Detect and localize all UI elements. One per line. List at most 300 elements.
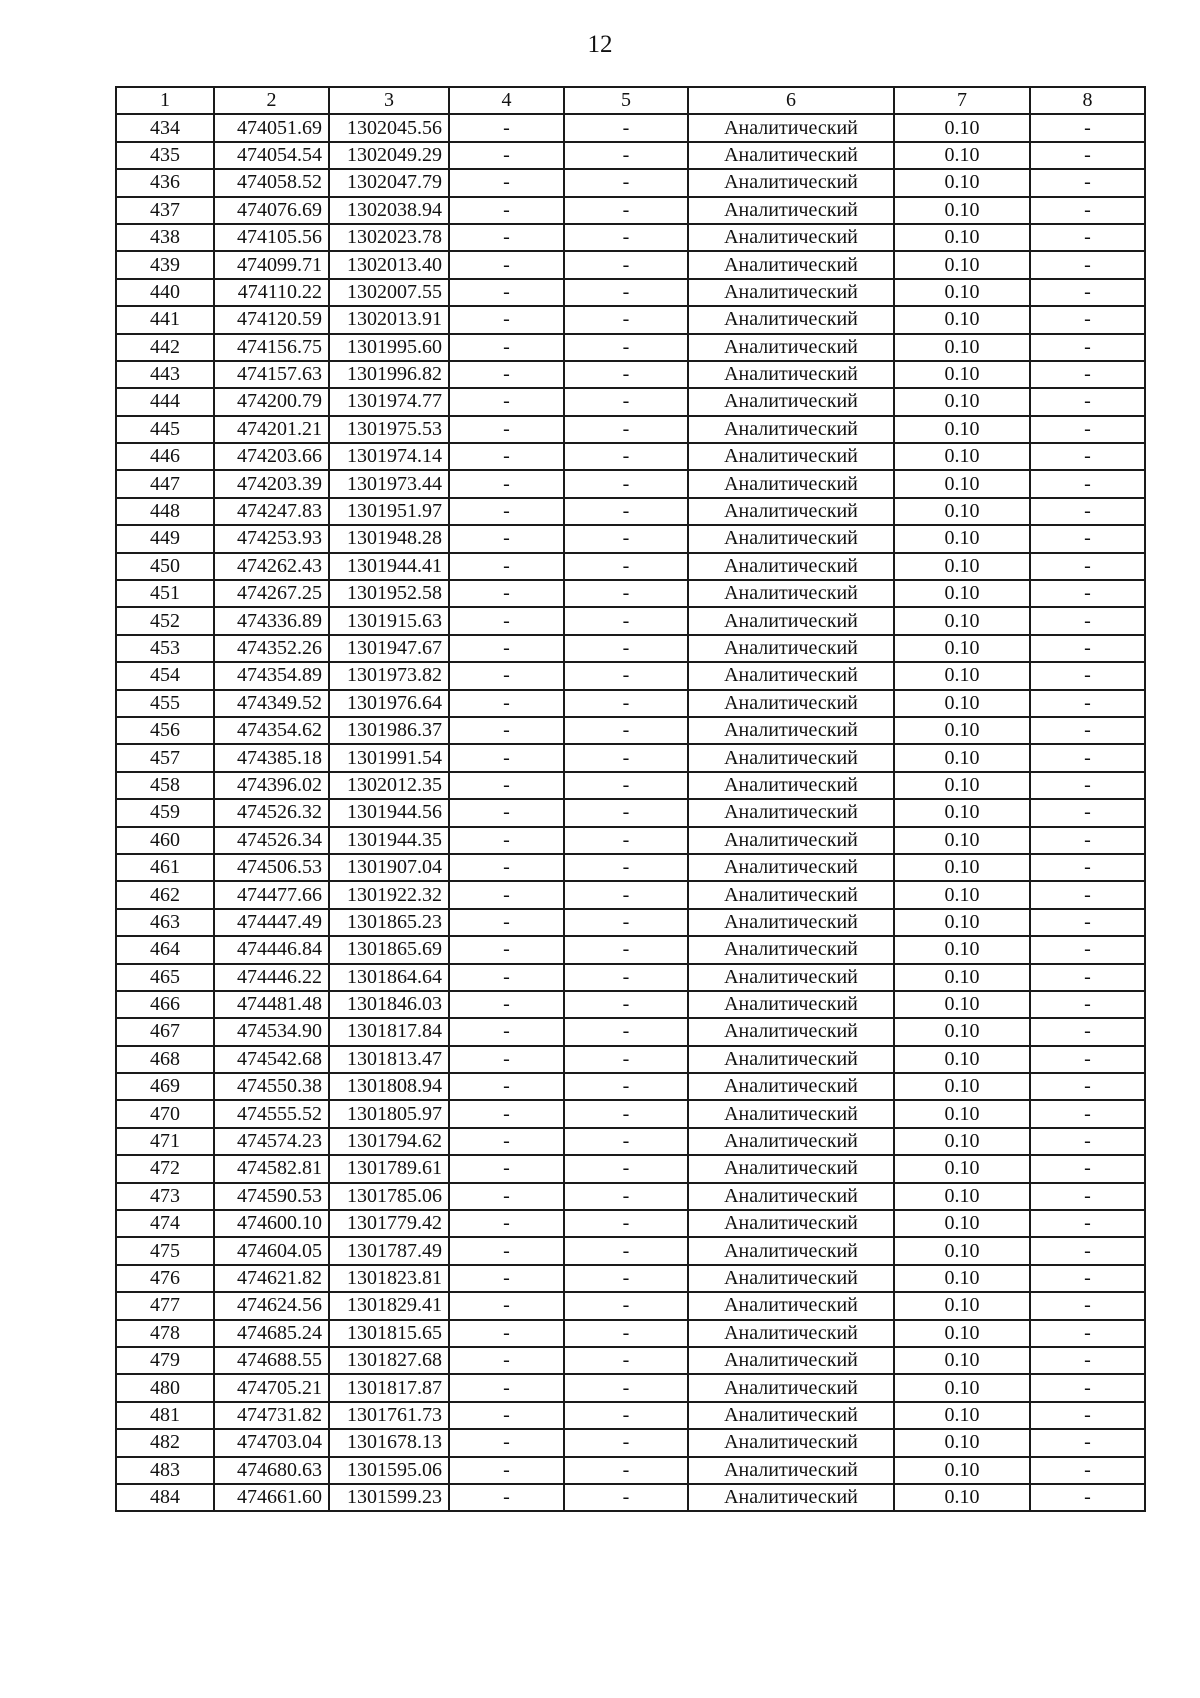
table-row bbox=[116, 744, 1145, 771]
cell-col-8: - bbox=[1030, 607, 1145, 634]
cell-col-4: - bbox=[449, 854, 564, 881]
table-row bbox=[116, 854, 1145, 881]
cell-y-coordinate: 1301864.64 bbox=[329, 964, 449, 991]
cell-accuracy: 0.10 bbox=[894, 1374, 1030, 1401]
cell-col-4: - bbox=[449, 635, 564, 662]
cell-col-8: - bbox=[1030, 854, 1145, 881]
cell-col-8: - bbox=[1030, 717, 1145, 744]
cell-y-coordinate: 1301794.62 bbox=[329, 1128, 449, 1155]
cell-col-8: - bbox=[1030, 1155, 1145, 1182]
cell-x-coordinate: 474247.83 bbox=[214, 498, 329, 525]
cell-col-4: - bbox=[449, 1237, 564, 1264]
cell-y-coordinate: 1302013.40 bbox=[329, 251, 449, 278]
cell-col-8: - bbox=[1030, 1320, 1145, 1347]
cell-x-coordinate: 474385.18 bbox=[214, 744, 329, 771]
cell-col-4: - bbox=[449, 936, 564, 963]
table-row bbox=[116, 936, 1145, 963]
cell-accuracy: 0.10 bbox=[894, 772, 1030, 799]
cell-x-coordinate: 474156.75 bbox=[214, 334, 329, 361]
cell-col-4: - bbox=[449, 334, 564, 361]
cell-point-number: 435 bbox=[116, 142, 214, 169]
cell-accuracy: 0.10 bbox=[894, 197, 1030, 224]
cell-col-5: - bbox=[564, 827, 688, 854]
table-row bbox=[116, 1237, 1145, 1264]
table-row bbox=[116, 909, 1145, 936]
cell-col-8: - bbox=[1030, 964, 1145, 991]
cell-point-number: 440 bbox=[116, 279, 214, 306]
column-header-4: 4 bbox=[449, 87, 564, 114]
cell-col-4: - bbox=[449, 881, 564, 908]
cell-accuracy: 0.10 bbox=[894, 717, 1030, 744]
cell-method: Аналитический bbox=[688, 169, 894, 196]
cell-method: Аналитический bbox=[688, 799, 894, 826]
cell-col-4: - bbox=[449, 1374, 564, 1401]
cell-point-number: 441 bbox=[116, 306, 214, 333]
table-body bbox=[116, 87, 1145, 1511]
cell-x-coordinate: 474262.43 bbox=[214, 553, 329, 580]
cell-col-5: - bbox=[564, 936, 688, 963]
cell-col-8: - bbox=[1030, 334, 1145, 361]
cell-method: Аналитический bbox=[688, 1128, 894, 1155]
cell-x-coordinate: 474731.82 bbox=[214, 1402, 329, 1429]
cell-accuracy: 0.10 bbox=[894, 744, 1030, 771]
table-row bbox=[116, 772, 1145, 799]
cell-col-5: - bbox=[564, 1402, 688, 1429]
page-number: 12 bbox=[587, 31, 613, 58]
cell-x-coordinate: 474446.22 bbox=[214, 964, 329, 991]
cell-col-8: - bbox=[1030, 388, 1145, 415]
cell-point-number: 444 bbox=[116, 388, 214, 415]
cell-point-number: 483 bbox=[116, 1457, 214, 1484]
cell-col-5: - bbox=[564, 580, 688, 607]
cell-col-4: - bbox=[449, 799, 564, 826]
cell-col-5: - bbox=[564, 142, 688, 169]
table-row bbox=[116, 717, 1145, 744]
cell-accuracy: 0.10 bbox=[894, 334, 1030, 361]
cell-accuracy: 0.10 bbox=[894, 662, 1030, 689]
cell-point-number: 460 bbox=[116, 827, 214, 854]
cell-method: Аналитический bbox=[688, 361, 894, 388]
cell-col-4: - bbox=[449, 744, 564, 771]
cell-method: Аналитический bbox=[688, 334, 894, 361]
cell-y-coordinate: 1301805.97 bbox=[329, 1100, 449, 1127]
table-row bbox=[116, 1484, 1145, 1511]
cell-point-number: 455 bbox=[116, 690, 214, 717]
cell-col-8: - bbox=[1030, 1128, 1145, 1155]
cell-col-8: - bbox=[1030, 827, 1145, 854]
cell-col-4: - bbox=[449, 827, 564, 854]
cell-col-8: - bbox=[1030, 772, 1145, 799]
cell-x-coordinate: 474267.25 bbox=[214, 580, 329, 607]
table-row bbox=[116, 690, 1145, 717]
cell-col-5: - bbox=[564, 1320, 688, 1347]
cell-y-coordinate: 1301817.87 bbox=[329, 1374, 449, 1401]
cell-col-5: - bbox=[564, 443, 688, 470]
cell-accuracy: 0.10 bbox=[894, 827, 1030, 854]
cell-point-number: 462 bbox=[116, 881, 214, 908]
cell-x-coordinate: 474621.82 bbox=[214, 1265, 329, 1292]
cell-x-coordinate: 474105.56 bbox=[214, 224, 329, 251]
table-row bbox=[116, 114, 1145, 141]
cell-method: Аналитический bbox=[688, 964, 894, 991]
table-row bbox=[116, 169, 1145, 196]
cell-x-coordinate: 474582.81 bbox=[214, 1155, 329, 1182]
cell-col-8: - bbox=[1030, 1046, 1145, 1073]
cell-x-coordinate: 474354.62 bbox=[214, 717, 329, 744]
cell-col-8: - bbox=[1030, 361, 1145, 388]
cell-point-number: 437 bbox=[116, 197, 214, 224]
column-header-1: 1 bbox=[116, 87, 214, 114]
table-header-row bbox=[116, 87, 1145, 114]
cell-method: Аналитический bbox=[688, 1320, 894, 1347]
cell-point-number: 470 bbox=[116, 1100, 214, 1127]
cell-col-4: - bbox=[449, 553, 564, 580]
cell-col-4: - bbox=[449, 1457, 564, 1484]
cell-x-coordinate: 474396.02 bbox=[214, 772, 329, 799]
cell-point-number: 476 bbox=[116, 1265, 214, 1292]
cell-accuracy: 0.10 bbox=[894, 279, 1030, 306]
cell-col-8: - bbox=[1030, 1429, 1145, 1456]
cell-method: Аналитический bbox=[688, 690, 894, 717]
cell-x-coordinate: 474477.66 bbox=[214, 881, 329, 908]
cell-method: Аналитический bbox=[688, 909, 894, 936]
cell-point-number: 471 bbox=[116, 1128, 214, 1155]
cell-y-coordinate: 1301996.82 bbox=[329, 361, 449, 388]
cell-accuracy: 0.10 bbox=[894, 142, 1030, 169]
cell-method: Аналитический bbox=[688, 635, 894, 662]
cell-y-coordinate: 1301951.97 bbox=[329, 498, 449, 525]
cell-x-coordinate: 474099.71 bbox=[214, 251, 329, 278]
cell-col-4: - bbox=[449, 498, 564, 525]
cell-y-coordinate: 1302047.79 bbox=[329, 169, 449, 196]
table-row bbox=[116, 1265, 1145, 1292]
cell-col-4: - bbox=[449, 525, 564, 552]
cell-method: Аналитический bbox=[688, 306, 894, 333]
cell-accuracy: 0.10 bbox=[894, 1484, 1030, 1511]
cell-y-coordinate: 1302012.35 bbox=[329, 772, 449, 799]
cell-col-5: - bbox=[564, 909, 688, 936]
cell-method: Аналитический bbox=[688, 1018, 894, 1045]
column-header-7: 7 bbox=[894, 87, 1030, 114]
cell-x-coordinate: 474076.69 bbox=[214, 197, 329, 224]
cell-col-4: - bbox=[449, 1265, 564, 1292]
table-row bbox=[116, 470, 1145, 497]
cell-col-5: - bbox=[564, 964, 688, 991]
cell-y-coordinate: 1301986.37 bbox=[329, 717, 449, 744]
cell-accuracy: 0.10 bbox=[894, 936, 1030, 963]
cell-col-8: - bbox=[1030, 881, 1145, 908]
cell-accuracy: 0.10 bbox=[894, 1402, 1030, 1429]
cell-point-number: 459 bbox=[116, 799, 214, 826]
cell-y-coordinate: 1301944.41 bbox=[329, 553, 449, 580]
cell-point-number: 461 bbox=[116, 854, 214, 881]
cell-method: Аналитический bbox=[688, 142, 894, 169]
cell-col-8: - bbox=[1030, 416, 1145, 443]
cell-accuracy: 0.10 bbox=[894, 1237, 1030, 1264]
cell-col-5: - bbox=[564, 1484, 688, 1511]
cell-col-8: - bbox=[1030, 1347, 1145, 1374]
table-row bbox=[116, 1046, 1145, 1073]
cell-point-number: 474 bbox=[116, 1210, 214, 1237]
cell-col-4: - bbox=[449, 580, 564, 607]
cell-col-8: - bbox=[1030, 197, 1145, 224]
table-row bbox=[116, 553, 1145, 580]
table-row bbox=[116, 1073, 1145, 1100]
cell-point-number: 466 bbox=[116, 991, 214, 1018]
cell-x-coordinate: 474661.60 bbox=[214, 1484, 329, 1511]
cell-accuracy: 0.10 bbox=[894, 799, 1030, 826]
cell-point-number: 464 bbox=[116, 936, 214, 963]
cell-y-coordinate: 1302007.55 bbox=[329, 279, 449, 306]
cell-point-number: 477 bbox=[116, 1292, 214, 1319]
cell-point-number: 475 bbox=[116, 1237, 214, 1264]
cell-x-coordinate: 474555.52 bbox=[214, 1100, 329, 1127]
cell-point-number: 443 bbox=[116, 361, 214, 388]
cell-col-4: - bbox=[449, 991, 564, 1018]
cell-method: Аналитический bbox=[688, 744, 894, 771]
table-row bbox=[116, 1320, 1145, 1347]
cell-col-4: - bbox=[449, 169, 564, 196]
cell-method: Аналитический bbox=[688, 1347, 894, 1374]
cell-col-4: - bbox=[449, 1128, 564, 1155]
cell-col-5: - bbox=[564, 991, 688, 1018]
cell-col-8: - bbox=[1030, 251, 1145, 278]
cell-x-coordinate: 474534.90 bbox=[214, 1018, 329, 1045]
cell-col-8: - bbox=[1030, 169, 1145, 196]
cell-method: Аналитический bbox=[688, 224, 894, 251]
cell-x-coordinate: 474203.66 bbox=[214, 443, 329, 470]
cell-method: Аналитический bbox=[688, 525, 894, 552]
cell-col-8: - bbox=[1030, 662, 1145, 689]
cell-y-coordinate: 1301823.81 bbox=[329, 1265, 449, 1292]
cell-y-coordinate: 1301973.82 bbox=[329, 662, 449, 689]
cell-x-coordinate: 474447.49 bbox=[214, 909, 329, 936]
cell-x-coordinate: 474703.04 bbox=[214, 1429, 329, 1456]
cell-col-8: - bbox=[1030, 744, 1145, 771]
cell-y-coordinate: 1302045.56 bbox=[329, 114, 449, 141]
cell-col-5: - bbox=[564, 1347, 688, 1374]
cell-y-coordinate: 1301678.13 bbox=[329, 1429, 449, 1456]
cell-point-number: 446 bbox=[116, 443, 214, 470]
cell-method: Аналитический bbox=[688, 580, 894, 607]
cell-col-4: - bbox=[449, 1210, 564, 1237]
cell-accuracy: 0.10 bbox=[894, 1320, 1030, 1347]
cell-x-coordinate: 474590.53 bbox=[214, 1183, 329, 1210]
column-header-2: 2 bbox=[214, 87, 329, 114]
cell-col-8: - bbox=[1030, 306, 1145, 333]
coordinates-table bbox=[115, 86, 1146, 1512]
table-row bbox=[116, 1402, 1145, 1429]
cell-method: Аналитический bbox=[688, 251, 894, 278]
cell-point-number: 447 bbox=[116, 470, 214, 497]
cell-method: Аналитический bbox=[688, 1046, 894, 1073]
table-row bbox=[116, 498, 1145, 525]
cell-col-8: - bbox=[1030, 1292, 1145, 1319]
cell-point-number: 434 bbox=[116, 114, 214, 141]
cell-col-5: - bbox=[564, 635, 688, 662]
cell-col-8: - bbox=[1030, 553, 1145, 580]
cell-col-5: - bbox=[564, 1237, 688, 1264]
table-row bbox=[116, 443, 1145, 470]
cell-x-coordinate: 474688.55 bbox=[214, 1347, 329, 1374]
cell-col-5: - bbox=[564, 1128, 688, 1155]
cell-col-5: - bbox=[564, 1374, 688, 1401]
cell-col-8: - bbox=[1030, 1073, 1145, 1100]
cell-method: Аналитический bbox=[688, 197, 894, 224]
cell-y-coordinate: 1302049.29 bbox=[329, 142, 449, 169]
cell-col-8: - bbox=[1030, 909, 1145, 936]
cell-col-8: - bbox=[1030, 443, 1145, 470]
cell-col-5: - bbox=[564, 553, 688, 580]
cell-col-4: - bbox=[449, 1073, 564, 1100]
cell-x-coordinate: 474054.54 bbox=[214, 142, 329, 169]
cell-col-8: - bbox=[1030, 991, 1145, 1018]
cell-accuracy: 0.10 bbox=[894, 169, 1030, 196]
cell-y-coordinate: 1301915.63 bbox=[329, 607, 449, 634]
cell-col-4: - bbox=[449, 662, 564, 689]
cell-col-5: - bbox=[564, 772, 688, 799]
cell-col-8: - bbox=[1030, 114, 1145, 141]
cell-col-8: - bbox=[1030, 1374, 1145, 1401]
cell-accuracy: 0.10 bbox=[894, 635, 1030, 662]
cell-col-5: - bbox=[564, 1292, 688, 1319]
cell-col-8: - bbox=[1030, 799, 1145, 826]
table-row bbox=[116, 361, 1145, 388]
cell-point-number: 458 bbox=[116, 772, 214, 799]
cell-method: Аналитический bbox=[688, 1374, 894, 1401]
cell-y-coordinate: 1301761.73 bbox=[329, 1402, 449, 1429]
cell-x-coordinate: 474550.38 bbox=[214, 1073, 329, 1100]
cell-accuracy: 0.10 bbox=[894, 1265, 1030, 1292]
cell-accuracy: 0.10 bbox=[894, 1210, 1030, 1237]
cell-col-4: - bbox=[449, 388, 564, 415]
cell-point-number: 439 bbox=[116, 251, 214, 278]
cell-y-coordinate: 1301974.14 bbox=[329, 443, 449, 470]
cell-point-number: 484 bbox=[116, 1484, 214, 1511]
table-row bbox=[116, 279, 1145, 306]
cell-accuracy: 0.10 bbox=[894, 114, 1030, 141]
cell-point-number: 448 bbox=[116, 498, 214, 525]
cell-y-coordinate: 1302038.94 bbox=[329, 197, 449, 224]
cell-accuracy: 0.10 bbox=[894, 991, 1030, 1018]
cell-accuracy: 0.10 bbox=[894, 224, 1030, 251]
table-row bbox=[116, 388, 1145, 415]
cell-col-5: - bbox=[564, 114, 688, 141]
cell-col-5: - bbox=[564, 197, 688, 224]
cell-method: Аналитический bbox=[688, 416, 894, 443]
column-header-3: 3 bbox=[329, 87, 449, 114]
cell-y-coordinate: 1301944.35 bbox=[329, 827, 449, 854]
table-row bbox=[116, 1128, 1145, 1155]
cell-col-5: - bbox=[564, 744, 688, 771]
table-row bbox=[116, 334, 1145, 361]
cell-y-coordinate: 1302023.78 bbox=[329, 224, 449, 251]
table-row bbox=[116, 306, 1145, 333]
cell-x-coordinate: 474705.21 bbox=[214, 1374, 329, 1401]
table-row bbox=[116, 1457, 1145, 1484]
cell-accuracy: 0.10 bbox=[894, 1018, 1030, 1045]
cell-x-coordinate: 474526.32 bbox=[214, 799, 329, 826]
table-row bbox=[116, 799, 1145, 826]
cell-col-5: - bbox=[564, 1155, 688, 1182]
cell-x-coordinate: 474203.39 bbox=[214, 470, 329, 497]
cell-point-number: 442 bbox=[116, 334, 214, 361]
cell-point-number: 452 bbox=[116, 607, 214, 634]
cell-col-5: - bbox=[564, 662, 688, 689]
cell-col-8: - bbox=[1030, 936, 1145, 963]
cell-col-8: - bbox=[1030, 1265, 1145, 1292]
cell-method: Аналитический bbox=[688, 470, 894, 497]
cell-point-number: 438 bbox=[116, 224, 214, 251]
cell-y-coordinate: 1301829.41 bbox=[329, 1292, 449, 1319]
table-row bbox=[116, 1210, 1145, 1237]
cell-method: Аналитический bbox=[688, 827, 894, 854]
cell-method: Аналитический bbox=[688, 662, 894, 689]
cell-method: Аналитический bbox=[688, 1237, 894, 1264]
cell-method: Аналитический bbox=[688, 1210, 894, 1237]
cell-point-number: 457 bbox=[116, 744, 214, 771]
cell-method: Аналитический bbox=[688, 854, 894, 881]
cell-x-coordinate: 474685.24 bbox=[214, 1320, 329, 1347]
cell-point-number: 454 bbox=[116, 662, 214, 689]
cell-col-4: - bbox=[449, 224, 564, 251]
cell-method: Аналитический bbox=[688, 1402, 894, 1429]
cell-y-coordinate: 1301808.94 bbox=[329, 1073, 449, 1100]
cell-x-coordinate: 474446.84 bbox=[214, 936, 329, 963]
cell-col-8: - bbox=[1030, 1183, 1145, 1210]
cell-col-5: - bbox=[564, 881, 688, 908]
cell-x-coordinate: 474574.23 bbox=[214, 1128, 329, 1155]
cell-x-coordinate: 474680.63 bbox=[214, 1457, 329, 1484]
table-row bbox=[116, 224, 1145, 251]
cell-y-coordinate: 1301865.23 bbox=[329, 909, 449, 936]
cell-method: Аналитический bbox=[688, 1484, 894, 1511]
table-row bbox=[116, 1183, 1145, 1210]
table-row bbox=[116, 964, 1145, 991]
table-row bbox=[116, 525, 1145, 552]
cell-method: Аналитический bbox=[688, 1100, 894, 1127]
cell-point-number: 481 bbox=[116, 1402, 214, 1429]
cell-y-coordinate: 1301827.68 bbox=[329, 1347, 449, 1374]
cell-method: Аналитический bbox=[688, 772, 894, 799]
table-row bbox=[116, 1155, 1145, 1182]
cell-accuracy: 0.10 bbox=[894, 251, 1030, 278]
table-row bbox=[116, 1347, 1145, 1374]
cell-x-coordinate: 474336.89 bbox=[214, 607, 329, 634]
cell-accuracy: 0.10 bbox=[894, 553, 1030, 580]
cell-col-4: - bbox=[449, 1292, 564, 1319]
cell-col-5: - bbox=[564, 854, 688, 881]
cell-point-number: 445 bbox=[116, 416, 214, 443]
cell-col-8: - bbox=[1030, 690, 1145, 717]
cell-col-5: - bbox=[564, 1429, 688, 1456]
cell-y-coordinate: 1301976.64 bbox=[329, 690, 449, 717]
cell-method: Аналитический bbox=[688, 1265, 894, 1292]
cell-point-number: 482 bbox=[116, 1429, 214, 1456]
cell-method: Аналитический bbox=[688, 498, 894, 525]
cell-col-8: - bbox=[1030, 224, 1145, 251]
cell-col-4: - bbox=[449, 717, 564, 744]
cell-accuracy: 0.10 bbox=[894, 1100, 1030, 1127]
cell-method: Аналитический bbox=[688, 991, 894, 1018]
cell-y-coordinate: 1301995.60 bbox=[329, 334, 449, 361]
table-row bbox=[116, 142, 1145, 169]
cell-x-coordinate: 474051.69 bbox=[214, 114, 329, 141]
cell-col-4: - bbox=[449, 909, 564, 936]
cell-method: Аналитический bbox=[688, 114, 894, 141]
cell-accuracy: 0.10 bbox=[894, 443, 1030, 470]
cell-y-coordinate: 1301817.84 bbox=[329, 1018, 449, 1045]
